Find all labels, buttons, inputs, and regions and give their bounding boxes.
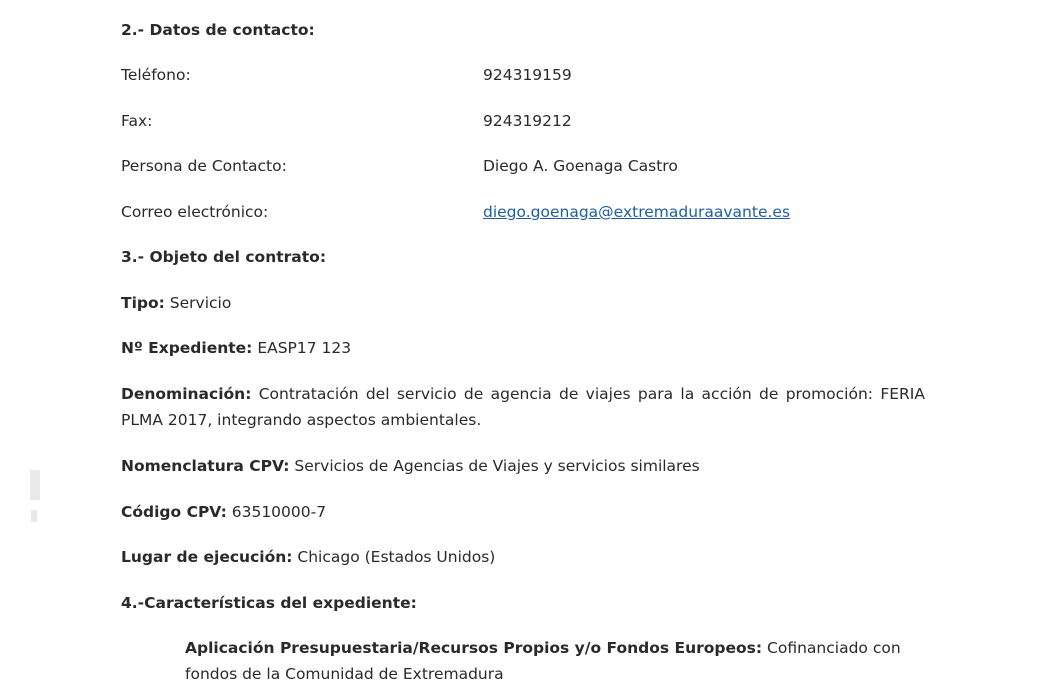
expediente-row (121, 339, 351, 357)
cpv-code-value: 63510000-7 (226, 503, 327, 521)
aplicacion-label: Aplicación Presupuestaria/Recursos Propios y/o Fondos Europeos: (185, 639, 763, 657)
lugar-row (121, 548, 495, 566)
fax-label: Fax: (121, 112, 153, 130)
aplicacion-paragraph (185, 635, 925, 687)
expediente-label: Nº Expediente: (121, 339, 253, 357)
persona-label: Persona de Contacto: (121, 157, 287, 175)
cpv-code-row (121, 503, 326, 521)
section-2-heading: 2.- Datos de contacto: (121, 21, 315, 39)
tipo-value: Servicio (164, 294, 232, 312)
tipo-label: Tipo: (121, 294, 165, 312)
email-link[interactable]: diego.goenaga@extremaduraavante.es (483, 203, 791, 221)
denominacion-value: Contratación del servicio de agencia de viajes para la acción de promoción: FERIA PLMA 2017, integrando aspectos ambientales. (121, 385, 925, 429)
persona-value: Diego A. Goenaga Castro (483, 157, 678, 175)
cpv-nomenclatura-row (121, 457, 700, 475)
cpv-nomenclatura-value: Servicios de Agencias de Viajes y servicios similares (289, 457, 700, 475)
lugar-label: Lugar de ejecución: (121, 548, 293, 566)
section-4-heading: 4.-Características del expediente: (121, 594, 417, 612)
telefono-label: Teléfono: (121, 66, 191, 84)
correo-label: Correo electrónico: (121, 203, 269, 221)
denominacion-paragraph (121, 381, 925, 433)
aplicacion-value: Cofinanciado con fondos de la Comunidad de Extremadura (185, 639, 901, 683)
fax-value: 924319212 (483, 112, 572, 130)
expediente-value: EASP17 123 (252, 339, 352, 357)
scan-artifact (31, 510, 37, 522)
scan-artifact (30, 470, 40, 500)
tipo-row (121, 294, 231, 312)
denominacion-label: Denominación: (121, 385, 252, 403)
cpv-code-label: Código CPV: (121, 503, 227, 521)
lugar-value: Chicago (Estados Unidos) (292, 548, 496, 566)
telefono-value: 924319159 (483, 66, 572, 84)
cpv-nomenclatura-label: Nomenclatura CPV: (121, 457, 290, 475)
section-3-heading: 3.- Objeto del contrato: (121, 248, 327, 266)
